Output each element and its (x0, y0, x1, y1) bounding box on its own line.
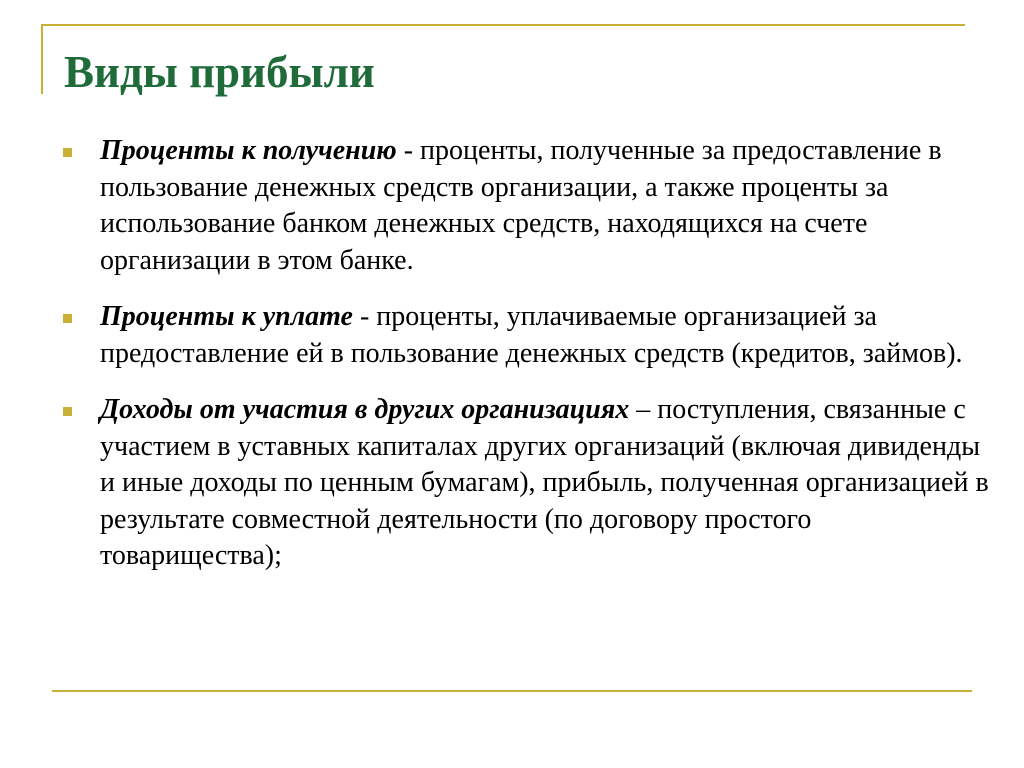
bullet-term: Проценты к получению (100, 135, 397, 166)
frame-left-line (41, 24, 43, 94)
square-bullet-icon (63, 148, 72, 157)
bullet-item-interest-receivable (60, 133, 990, 279)
square-bullet-icon (63, 314, 72, 323)
square-bullet-icon (63, 407, 72, 416)
bullet-text: - проценты, уплачиваемые организацией за предоставление ей в пользование денежных средств (кредитов, займов). (100, 301, 963, 369)
bullet-text: – поступления, связанные с участием в уставных капиталах других организаций (включая дивиденды и иные доходы по ценным бумагам), прибыль, полученная организацией в результате совместной деятельности (по договору простого товарищества); (100, 394, 989, 571)
slide-title: Виды прибыли (64, 47, 375, 97)
bullet-term: Доходы от участия в других организациях (100, 394, 630, 425)
bullet-term: Проценты к уплате (100, 301, 353, 332)
frame-bottom-line (52, 690, 972, 692)
bullet-text: - проценты, полученные за предоставление в пользование денежных средств организации, а также проценты за использование банком денежных средств, находящихся на счете организации в этом банке. (100, 135, 942, 276)
bullet-item-interest-payable (60, 299, 990, 372)
frame-top-line (41, 24, 965, 26)
bullet-item-participation-income (60, 392, 990, 575)
bullet-list (60, 133, 990, 575)
